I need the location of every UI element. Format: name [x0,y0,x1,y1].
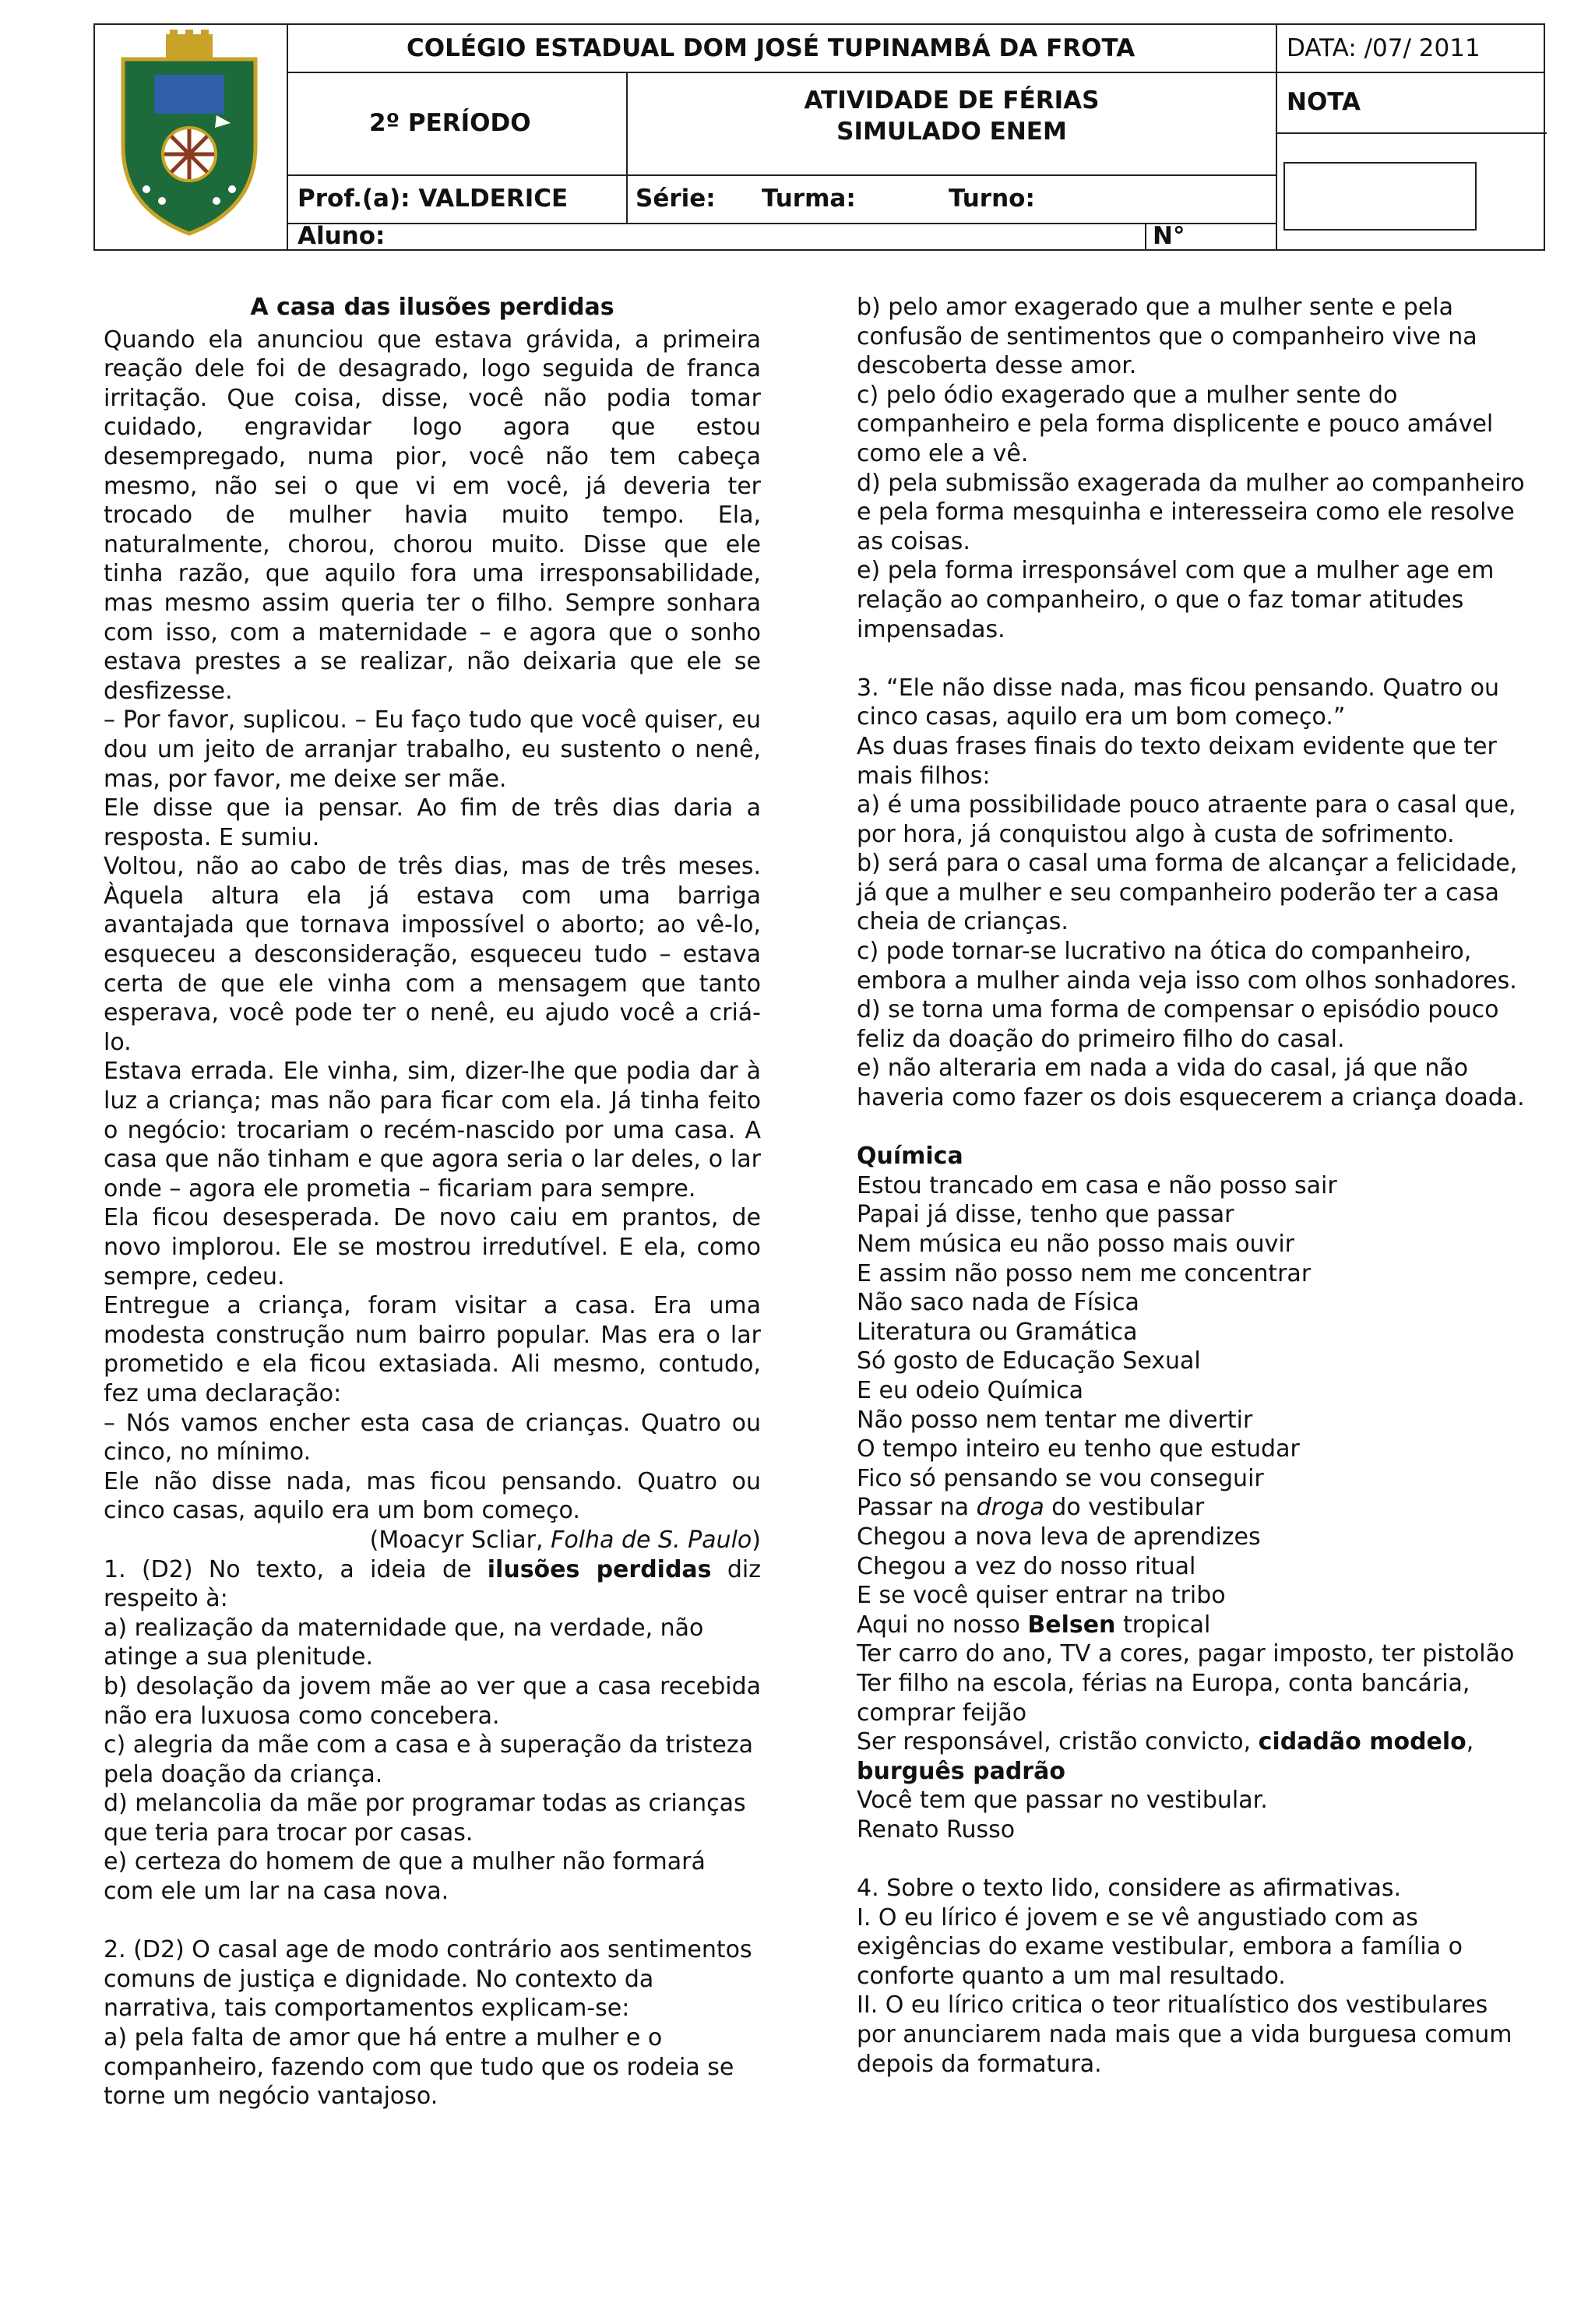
story-paragraph: Ele disse que ia pensar. Ao fim de três dias daria a resposta. E sumiu. [104,794,761,851]
song-bold: Belsen [1027,1611,1116,1639]
q2-option-b: b) pelo amor exagerado que a mulher sente e pela confusão de sentimentos que o companheiro vive na descoberta desse amor. [857,294,1477,380]
q2-option-c: c) pelo ódio exagerado que a mulher sente do companheiro e pela forma displicente e pouco amável como ele a vê. [857,381,1494,467]
song-line: E se você quiser entrar na tribo [857,1582,1226,1610]
story-paragraph: Ele não disse nada, mas ficou pensando. Quatro ou cinco casas, aquilo era um bom começo. [104,1467,761,1525]
song-text: do vestibular [1044,1494,1205,1522]
song-line: Não saco nada de Física [857,1289,1139,1317]
song-line: Papai já disse, tenho que passar [857,1201,1234,1229]
song-line: Ter filho na escola, férias na Europa, conta bancária, comprar feijão [857,1669,1470,1727]
song-text: tropical [1115,1611,1211,1639]
song-line: Não posso nem tentar me divertir [857,1406,1253,1434]
q4-statement-ii: II. O eu lírico critica o teor ritualístico dos vestibulares por anunciarem nada mais que a vida burguesa comum depois da formatura. [857,1991,1512,2078]
song-line: Ter carro do ano, TV a cores, pagar imposto, ter pistolão [857,1640,1515,1668]
song-text: Aqui no nosso [857,1611,1028,1639]
song-line [857,1493,1526,1523]
song-line: Você tem que passar no vestibular. [857,1787,1268,1815]
number-label: N° [1153,222,1185,250]
q1-option-c: c) alegria da mãe com a casa e à superação da tristeza pela doação da criança. [104,1731,753,1788]
q1-stem-end: diz respeito à: [104,1555,761,1613]
song-line [857,1727,1526,1786]
story-paragraph: Estava errada. Ele vinha, sim, dizer-lhe que podia dar à luz a criança; mas não para ficar com ela. Já tinha feito o negócio: trocariam o recém-nascido por uma casa. A casa que não tinham e que agora seria o lar deles, o lar onde – agora ele prometia – ficariam para sempre. [104,1058,761,1202]
exam-header [93,23,1545,251]
question-3-stem: 3. “Ele não disse nada, mas ficou pensando. Quatro ou cinco casas, aquilo era um bom começo.” [857,674,1500,731]
song-line: Chegou a nova leva de aprendizes [857,1523,1261,1551]
grade-box [1283,162,1477,231]
activity-title: ATIVIDADE DE FÉRIAS [804,86,1100,114]
q1-option-e: e) certeza do homem de que a mulher não formará com ele um lar na casa nova. [104,1848,706,1906]
song-line: Estou trancado em casa e não posso sair [857,1171,1337,1199]
teacher-name: Prof.(a): VALDERICE [298,185,569,213]
q2-option-d: d) pela submissão exagerada da mulher ao companheiro e pela forma mesquinha e interesseira como ele resolve as coisas. [857,469,1525,555]
question-1-stem [104,1555,761,1614]
story-paragraph: Quando ela anunciou que estava grávida, a primeira reação dele foi de desagrado, logo seguida de franca irritação. Que coisa, disse, você não podia tomar cuidado, engravidar logo agora que estou desempregado, numa pior, você não tem cabeça mesmo, não sei o que vi em você, já deveria ter trocado de mulher havia muito tempo. Ela, naturalmente, chorou, chorou muito. Disse que ele tinha razão, que aquilo fora uma irresponsabilidade, mas mesmo assim queria ter o filho. Sempre sonhara com isso, com a maternidade – e agora que o sonho estava prestes a se realizar, não deixaria que ele se desfizesse. [104,326,761,705]
source-close: ) [752,1526,761,1554]
source-publication: Folha de S. Paulo [551,1526,752,1554]
song-text: Passar na [857,1494,977,1522]
left-column [104,293,761,2111]
serie-label: Série: [636,185,716,213]
story-paragraph: – Nós vamos encher esta casa de crianças. Quatro ou cinco, no mínimo. [104,1409,761,1467]
school-name: COLÉGIO ESTADUAL DOM JOSÉ TUPINAMBÁ DA FROTA [407,34,1136,62]
turno-label: Turno: [949,185,1035,213]
q1-stem-highlight: ilusões perdidas [487,1555,712,1583]
song-line: Nem música eu não posso mais ouvir [857,1231,1295,1258]
question-4-stem: 4. Sobre o texto lido, considere as afirmativas. [857,1875,1402,1903]
song-line: Só gosto de Educação Sexual [857,1347,1201,1375]
question-3-stem-2: As duas frases finais do texto deixam evidente que ter mais filhos: [857,732,1497,790]
story-source [104,1526,761,1555]
song-line: E assim não posso nem me concentrar [857,1259,1312,1287]
question-2-stem: 2. (D2) O casal age de modo contrário aos sentimentos comuns de justiça e dignidade. No contexto da narrativa, tais comportamentos explicam-se: [104,1936,752,2023]
q1-stem-start: 1. (D2) No texto, a ideia de [104,1555,488,1583]
q1-option-a: a) realização da maternidade que, na verdade, não atinge a sua plenitude. [104,1614,704,1671]
q3-option-a: a) é uma possibilidade pouco atraente para o casal que, por hora, já conquistou algo à custa de sofrimento. [857,791,1516,848]
q3-option-b: b) será para o casal uma forma de alcançar a felicidade, já que a mulher e seu companheiro poderão ter a casa cheia de crianças. [857,850,1518,936]
q4-statement-i: I. O eu lírico é jovem e se vê angustiado com as exigências do exame vestibular, embora a família o conforte quanto a um mal resultado. [857,1903,1463,1990]
song-bold: burguês padrão [857,1757,1065,1785]
song-title: Química [857,1143,963,1171]
exam-date: DATA: /07/ 2011 [1287,34,1481,62]
song-line [857,1611,1526,1640]
source-author: (Moacyr Scliar, [369,1526,551,1554]
song-text: Ser responsável, cristão convicto, [857,1728,1259,1756]
song-text: , [1466,1728,1474,1756]
song-italic: droga [976,1494,1044,1522]
song-line: O tempo inteiro eu tenho que estudar [857,1435,1300,1463]
story-title: A casa das ilusões perdidas [250,294,614,321]
student-label: Aluno: [298,222,386,250]
story-paragraph: Entregue a criança, foram visitar a casa. Era uma modesta construção num bairro popular. Mas era o lar prometido e ela ficou extasiada. Ali mesmo, contudo, fez uma declaração: [104,1292,761,1407]
story-paragraph: Voltou, não ao cabo de três dias, mas de três meses. Àquela altura ela já estava com uma barriga avantajada que tornava impossível o aborto; ao vê-lo, esqueceu a desconsideração, esqueceu tudo – estava certa de que ele vinha com a mensagem que tanto esperava, você pode ter o nenê, eu ajudo você a criá-lo. [104,853,761,1056]
story-paragraph: – Por favor, suplicou. – Eu faço tudo que você quiser, eu dou um jeito de arranjar trabalho, eu sustento o nenê, mas, por favor, me deixe ser mãe. [104,706,761,793]
grade-label: NOTA [1287,88,1361,116]
school-crest-icon [107,30,271,238]
song-line: Fico só pensando se vou conseguir [857,1464,1264,1492]
q1-option-d: d) melancolia da mãe por programar todas as crianças que teria para trocar por casas. [104,1790,746,1847]
song-line: E eu odeio Química [857,1376,1083,1404]
q1-option-b: b) desolação da jovem mãe ao ver que a casa recebida não era luxuosa como concebera. [104,1672,761,1730]
activity-subtitle: SIMULADO ENEM [836,118,1067,146]
turma-label: Turma: [762,185,856,213]
q2-option-e: e) pela forma irresponsável com que a mulher age em relação ao companheiro, o que o faz tomar atitudes impensadas. [857,557,1495,643]
q3-option-c: c) pode tornar-se lucrativo na ótica do companheiro, embora a mulher ainda veja isso com olhos sonhadores. [857,938,1517,995]
q3-option-e: e) não alteraria em nada a vida do casal, já que não haveria como fazer os dois esquecerem a criança doada. [857,1055,1525,1112]
story-paragraph: Ela ficou desesperada. De novo caiu em prantos, de novo implorou. Ele se mostrou irredutível. E ela, como sempre, cedeu. [104,1204,761,1291]
q3-option-d: d) se torna uma forma de compensar o episódio pouco feliz da doação do primeiro filho do casal. [857,996,1499,1053]
song-bold: cidadão modelo [1258,1728,1466,1756]
song-author: Renato Russo [857,1815,1016,1843]
period-label: 2º PERÍODO [369,109,531,137]
q2-option-a: a) pela falta de amor que há entre a mulher e o companheiro, fazendo com que tudo que os rodeia se torne um negócio vantajoso. [104,2024,734,2111]
song-line: Chegou a vez do nosso ritual [857,1552,1196,1580]
right-column [857,293,1526,2079]
song-line: Literatura ou Gramática [857,1318,1138,1346]
